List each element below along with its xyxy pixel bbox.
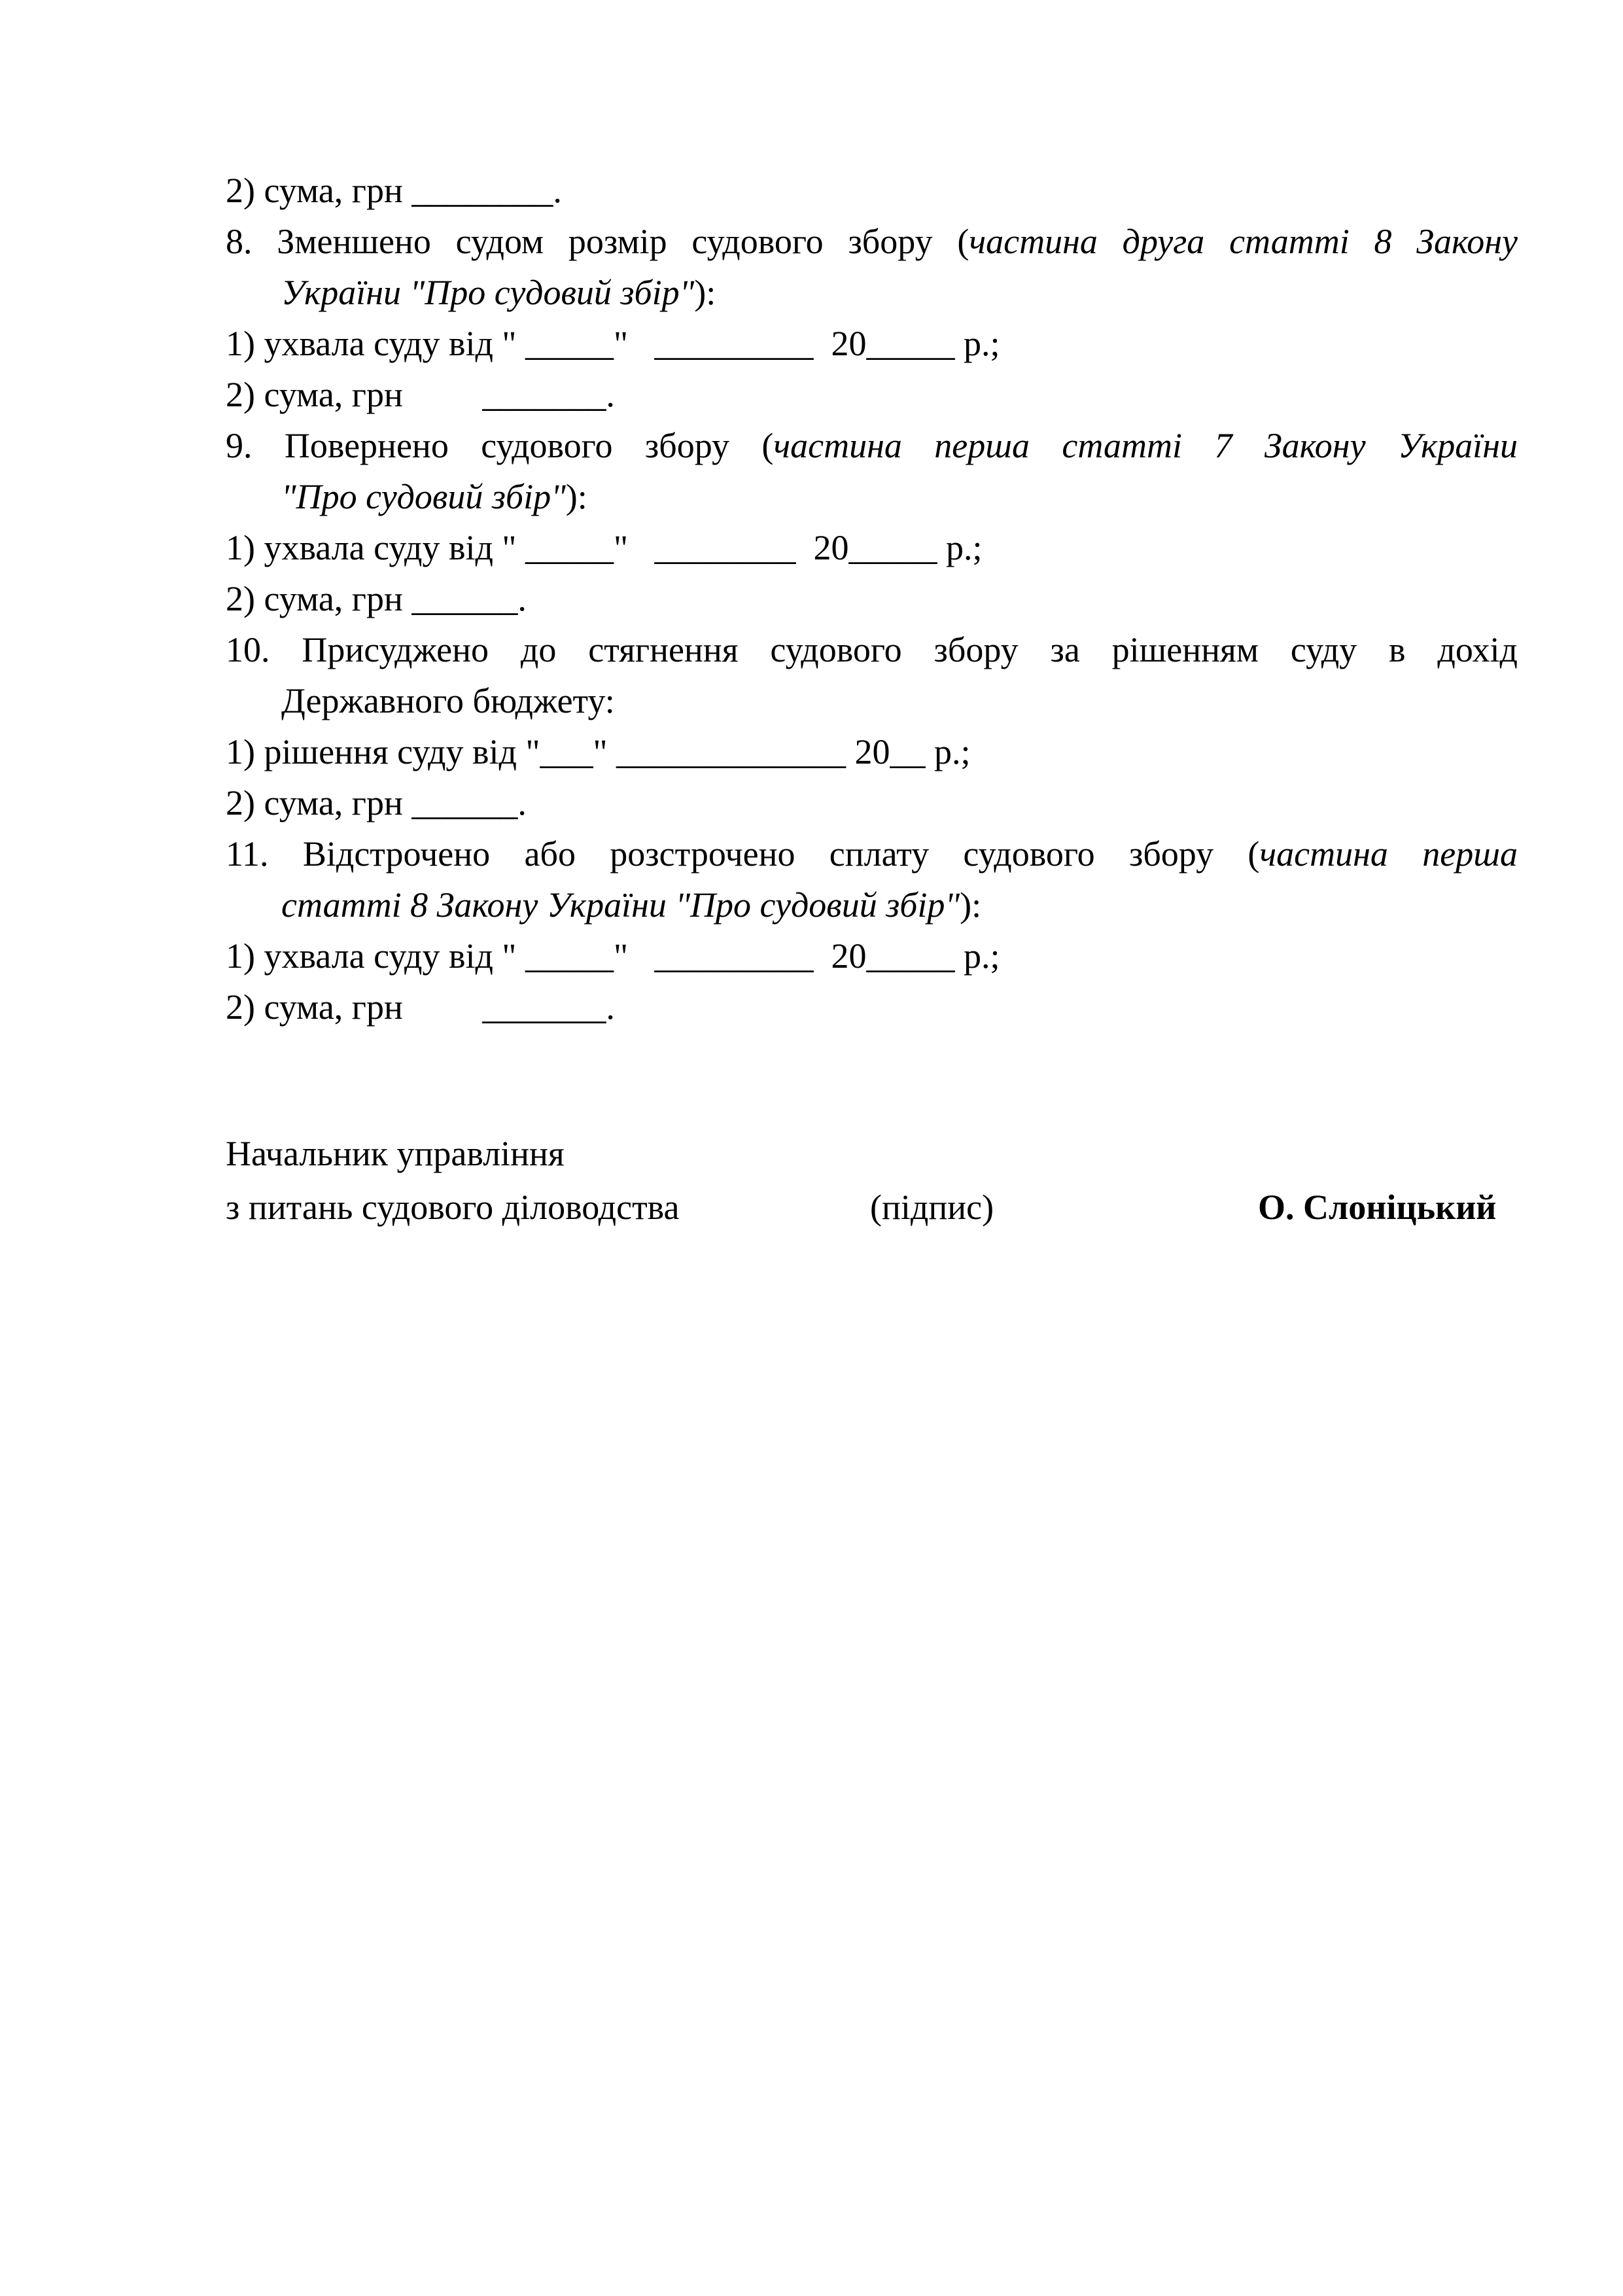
law-reference-italic: частина перша статті 7 Закону України	[773, 426, 1518, 465]
document-body	[226, 165, 1518, 1033]
document-line	[226, 981, 1518, 1033]
text-run: 11. Відстрочено або розстрочено сплату судового збору (	[226, 834, 1260, 874]
law-reference-italic: "Про судовий збір"	[281, 477, 566, 516]
text-run: 10. Присуджено до стягнення судового збору за рішенням суду в дохід	[226, 630, 1518, 669]
document-line	[226, 216, 1518, 267]
text-run: 1) рішення суду від "___" _____________ 20__ р.;	[226, 732, 971, 771]
signature-block	[226, 1127, 1527, 1234]
text-run: 1) ухвала суду від " _____" _________ 20_____ р.;	[226, 324, 1000, 363]
text-run: ):	[694, 273, 716, 312]
law-reference-italic: частина друга статті 8 Закону	[969, 222, 1518, 261]
text-run: 2) сума, грн _______.	[226, 375, 615, 414]
text-run: 1) ухвала суду від " _____" _________ 20_____ р.;	[226, 936, 1000, 976]
text-run: 9. Повернено судового збору (	[226, 426, 774, 465]
text-run: 2) сума, грн _______.	[226, 987, 615, 1027]
document-line	[226, 726, 1518, 777]
law-reference-italic: статті 8 Закону України "Про судовий збір"	[281, 885, 960, 925]
document-line	[226, 318, 1518, 369]
signature-row-1	[226, 1127, 1527, 1180]
text-run: 1) ухвала суду від " _____" ________ 20_____ р.;	[226, 528, 983, 567]
text-run: ):	[565, 477, 587, 516]
document-line	[226, 879, 1518, 930]
document-line	[226, 369, 1518, 420]
law-reference-italic: України "Про судовий збір"	[281, 273, 695, 312]
text-run: ):	[960, 885, 982, 925]
document-line	[226, 522, 1518, 573]
text-run: Державного бюджету:	[281, 681, 615, 720]
law-reference-italic: частина перша	[1259, 834, 1518, 874]
signature-title-line2: з питань судового діловодства	[226, 1188, 680, 1227]
text-run: 2) сума, грн ______.	[226, 783, 527, 822]
document-line	[226, 777, 1518, 828]
document-line	[226, 624, 1518, 675]
document-line	[226, 828, 1518, 879]
text-run: 8. Зменшено судом розмір судового збору (	[226, 222, 969, 261]
signature-title-line1: Начальник управління	[226, 1134, 565, 1173]
signature-row-2	[226, 1180, 1527, 1234]
document-line	[226, 471, 1518, 522]
document-line	[226, 420, 1518, 471]
document-line	[226, 573, 1518, 624]
document-line	[226, 165, 1518, 216]
document-line	[226, 930, 1518, 981]
text-run: 2) сума, грн ______.	[226, 579, 527, 618]
document-line	[226, 675, 1518, 726]
document-line	[226, 267, 1518, 318]
signature-name: О. Слоніцький	[1258, 1188, 1497, 1227]
text-run: 2) сума, грн ________.	[226, 171, 562, 210]
signature-podpis-label: (підпис)	[870, 1188, 994, 1227]
